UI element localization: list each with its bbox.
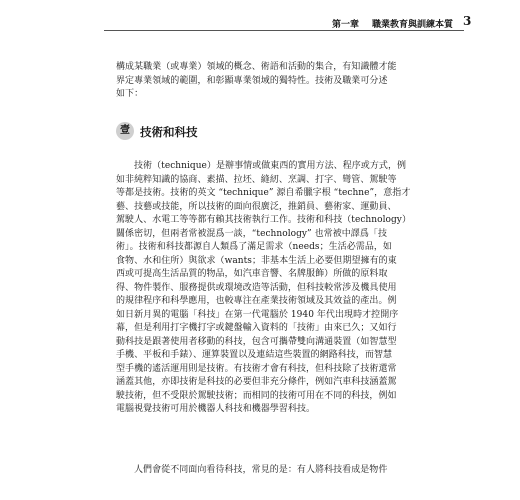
text-line: 得、物件製作、服務提供或環境改造等活動，但科技較常涉及機具使用 [116,282,397,293]
text-line: 西或可提高生活品質的物品，如汽車音響、名牌服飾）所做的原料取 [116,269,388,279]
text-line: 關係密切，但兩者常被混爲一談，“technology” 也常被中譯爲「技 [116,228,388,239]
text-line: 電腦視覺技術可用於機器人科技和機器學習科技。 [116,404,316,414]
text-line: 手機、平板和手錶）、運算裝置以及連結這些裝置的網路科技，而智慧 [116,350,393,360]
text-line: 界定專業領域的範圍，和彰顯專業領域的獨特性。技術及職業可分述 [116,75,388,86]
text-line: 構成某職業（或專業）領域的概念、術語和活動的集合，有知識體才能 [116,62,397,72]
page-number: 3 [463,14,472,28]
text-line: 涵蓋其他，亦即技術是科技的必要但非充分條件，例如汽車科技涵蓋駕 [116,377,397,387]
text-line: 技術（technique）是辦事情或做東西的實用方法、程序或方式，例 [134,161,407,171]
text-line: 術」。技術和科技都源自人類爲了滿足需求（needs；生活必需品，如 [116,242,392,252]
body-paragraph [116,160,458,417]
text-line: 幕，但是利用打字機打字或鍵盤輸入資料的「技術」由來已久；又如行 [116,323,397,333]
header-rule [104,30,464,31]
text-line: 的規律程序和科學應用，也較專注在產業技術領域及其效益的產出。例 [116,296,397,306]
text-line: 型手機的遙活運用則是技術。有技術才會有科技，但科技除了技術還常 [116,363,397,374]
intro-paragraph [116,61,458,102]
section-number-badge: 壹 [116,122,134,140]
text-line: 動科技是跟著使用者移動的科技，包含可攜帶雙向溝通裝置（如智慧型 [116,336,397,347]
text-line: 駕駛人、水電工等等都有賴其技術執行工作。技術和科技（technology） [116,215,411,225]
section-title: 技術和科技 [140,125,198,139]
text-line: 駛技術，但不受限於駕駛技術；而相同的技術可用在不同的科技，例如 [116,390,397,401]
text-line: 食物、水和住所）與欲求（wants；非基本生活上必要但期望擁有的東 [116,255,397,266]
text-line: 等都是技術。技術的英文 “technique” 源自希臘字根 “techne”，意指才 [116,188,411,198]
text-line: 如日新月異的電腦「科技」在第一代電腦於 1940 年代出現時才控開序 [116,309,399,320]
text-line: 藝、技藝或技能，所以技術的面向很廣泛，推銷員、藝術家、運動員、 [116,201,397,212]
text-line: 如下： [116,89,144,99]
text-line: 人們會從不同面向看待科技，常見的是：有人將科技看成是物件 [134,465,388,475]
chapter-label: 第一章 [332,20,360,30]
text-line: 如非純粹知識的協商、素描、拉坯、縫紉、烹調、打字、彎管、駕駛等 [116,174,397,185]
chapter-title: 職業教育與訓練本質 [372,20,454,30]
tail-paragraph [116,464,458,478]
